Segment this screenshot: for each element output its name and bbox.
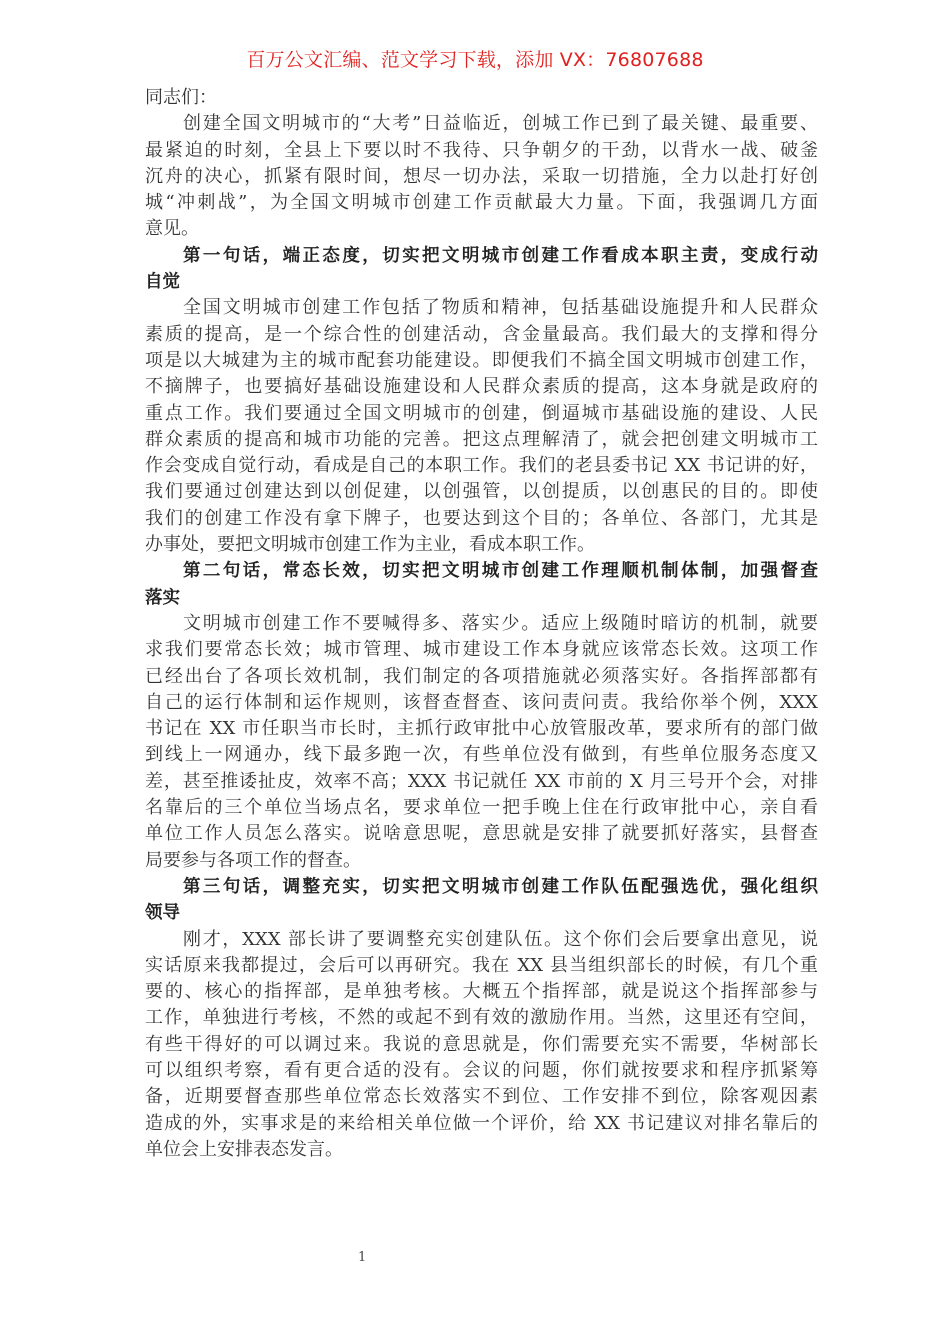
text-line: 最紧迫的时刻，全县上下要以时不我待、只争朝夕的干劲，以背水一战、破釜 bbox=[145, 139, 818, 161]
text-line: 名靠后的三个单位当场点名，要求单位一把手晚上住在行政审批中心，亲自看 bbox=[145, 797, 818, 819]
text-line: 创建全国文明城市的“大考”日益临近，创城工作已到了最关键、最重要、 bbox=[183, 113, 818, 135]
text-line: 全国文明城市创建工作包括了物质和精神，包括基础设施提升和人民群众 bbox=[183, 297, 818, 319]
paragraph bbox=[145, 927, 818, 1164]
section-heading bbox=[145, 558, 818, 611]
text-line: 第二句话，常态长效，切实把文明城市创建工作理顺机制体制，加强督查 bbox=[183, 561, 818, 582]
text-line: 意见。 bbox=[145, 218, 199, 240]
document-body bbox=[145, 85, 818, 1163]
text-line: 要的、核心的指挥部，是单独考核。大概五个指挥部，就是说这个指挥部参与 bbox=[145, 981, 818, 1003]
text-line: 落实 bbox=[145, 587, 180, 608]
text-line: 自己的运行体制和运作规则，该督查督查、该问责问责。我给你举个例，XXX bbox=[145, 691, 818, 713]
text-line: 差，甚至推诿扯皮，效率不高；XXX 书记就任 XX 市前的 X 月三号开个会，对排 bbox=[145, 770, 818, 792]
text-line: 单位会上安排表态发言。 bbox=[145, 1138, 343, 1160]
text-line: 城“冲刺战”，为全国文明城市创建工作贡献最大力量。下面，我强调几方面 bbox=[145, 192, 818, 214]
text-line: 文明城市创建工作不要喊得多、落实少。适应上级随时暗访的机制，就要 bbox=[183, 612, 818, 634]
text-line: 已经出台了各项长效机制，我们制定的各项措施就必须落实好。各指挥部都有 bbox=[145, 665, 818, 687]
text-line: 书记在 XX 市任职当市长时，主抓行政审批中心放管服改革，要求所有的部门做 bbox=[145, 718, 818, 740]
text-line: 作会变成自觉行动，看成是自己的本职工作。我们的老县委书记 XX 书记讲的好， bbox=[145, 455, 818, 477]
paragraph bbox=[145, 295, 818, 558]
text-line: 我们要通过创建达到以创促建，以创强管，以创提质，以创惠民的目的。即使 bbox=[145, 481, 818, 503]
text-line: 群众素质的提高和城市功能的完善。把这点理解清了，就会把创建文明城市工 bbox=[145, 428, 818, 450]
page-number: 1 bbox=[358, 1250, 367, 1265]
text-line: 不摘牌子，也要搞好基础设施建设和人民群众素质的提高，这本身就是政府的 bbox=[145, 376, 818, 398]
text-line: 刚才，XXX 部长讲了要调整充实创建队伍。这个你们会后要拿出意见，说 bbox=[183, 928, 818, 950]
text-line: 备，近期要督查那些单位常态长效落实不到位、工作安排不到位，除客观因素 bbox=[145, 1086, 818, 1108]
text-line: 办事处，要把文明城市创建工作为主业，看成本职工作。 bbox=[145, 534, 595, 556]
text-line: 我们的创建工作没有拿下牌子，也要达到这个目的；各单位、各部门，尤其是 bbox=[145, 507, 818, 529]
text-line: 第一句话，端正态度，切实把文明城市创建工作看成本职主责，变成行动 bbox=[183, 245, 818, 266]
section-heading bbox=[145, 243, 818, 296]
watermark-banner: 百万公文汇编、范文学习下载，添加 VX：76807688 bbox=[246, 49, 704, 71]
text-line: 局要参与各项工作的督查。 bbox=[145, 849, 361, 871]
text-line: 重点工作。我们要通过全国文明城市的创建，倒逼城市基础设施的建设、人民 bbox=[145, 402, 818, 424]
text-line: 自觉 bbox=[145, 272, 180, 293]
section-heading bbox=[145, 874, 818, 927]
text-line: 第三句话，调整充实，切实把文明城市创建工作队伍配强选优，强化组织 bbox=[183, 876, 818, 897]
paragraph bbox=[145, 611, 818, 874]
text-line: 沉舟的决心，抓紧有限时间，想尽一切办法，采取一切措施，全力以赴打好创 bbox=[145, 165, 818, 187]
text-line: 同志们： bbox=[145, 87, 217, 108]
text-line: 单位工作人员怎么落实。说啥意思呢，意思就是安排了就要抓好落实，县督查 bbox=[145, 823, 818, 845]
text-line: 可以组织考察，看有更合适的没有。会议的问题，你们就按要求和程序抓紧筹 bbox=[145, 1059, 818, 1081]
paragraph bbox=[145, 85, 818, 111]
text-line: 工作，单独进行考核，不然的或起不到有效的激励作用。当然，这里还有空间， bbox=[145, 1007, 818, 1029]
text-line: 有些干得好的可以调过来。我说的意思就是，你们需要充实不需要，华树部长 bbox=[145, 1033, 818, 1055]
text-line: 项是以大城建为主的城市配套功能建设。即便我们不搞全国文明城市创建工作， bbox=[145, 349, 818, 371]
paragraph bbox=[145, 111, 818, 242]
text-line: 到线上一网通办，线下最多跑一次，有些单位没有做到，有些单位服务态度又 bbox=[145, 744, 818, 766]
text-line: 造成的外，实事求是的来给相关单位做一个评价，给 XX 书记建议对排名靠后的 bbox=[145, 1112, 818, 1134]
text-line: 领导 bbox=[145, 903, 180, 924]
text-line: 素质的提高，是一个综合性的创建活动，含金量最高。我们最大的支撑和得分 bbox=[145, 323, 818, 345]
text-line: 实话原来我都提过，会后可以再研究。我在 XX 县当组织部长的时候，有几个重 bbox=[145, 954, 818, 976]
text-line: 求我们要常态长效；城市管理、城市建设工作本身就应该常态长效。这项工作 bbox=[145, 639, 818, 661]
